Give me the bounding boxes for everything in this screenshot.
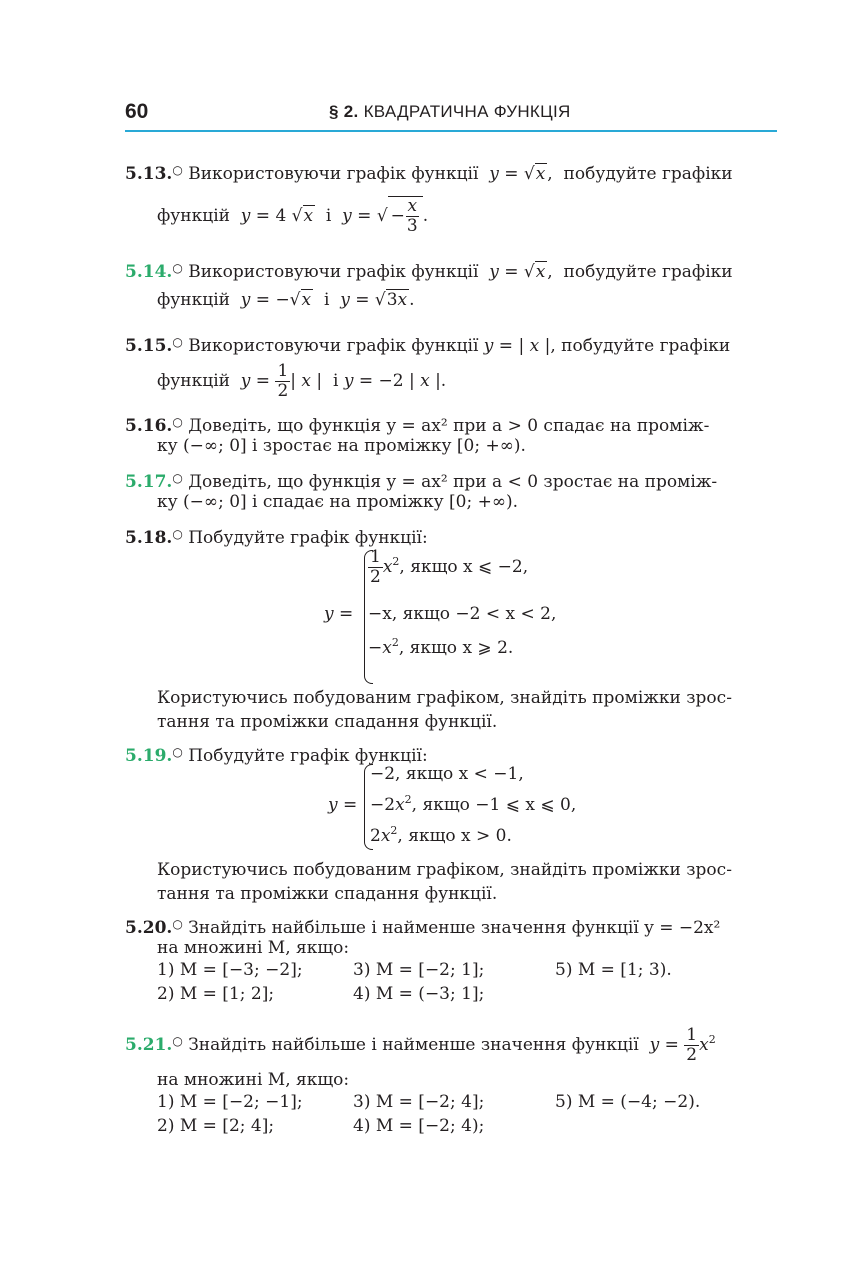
conj: і xyxy=(325,206,332,226)
option-2: 2) M = [2; 4]; xyxy=(157,1116,275,1136)
section-title xyxy=(329,102,571,122)
exercise-text: функцій xyxy=(157,290,230,310)
exercise-number: 5.17. xyxy=(125,472,173,492)
exercise-5-20: 5.20.○ Знайдіть найбільше і найменше значення функції y = −2x² xyxy=(125,917,721,938)
section-mark: § 2. xyxy=(329,102,359,121)
exercise-text: Знайдіть найбільше і найменше значення функції xyxy=(188,1035,639,1055)
exercise-text: Використовуючи графік функції xyxy=(188,164,479,184)
exercise-text: побудуйте графіки xyxy=(561,336,731,356)
case-text: −2, якщо x < −1, xyxy=(370,764,524,784)
case-text: , якщо x ⩽ −2, xyxy=(399,557,529,577)
section-name: КВАДРАТИЧНА ФУНКЦІЯ xyxy=(363,102,571,121)
exercise-5-13: 5.13.○ Використовуючи графік функції y = √x , побудуйте графіки xyxy=(125,163,733,184)
option-3: 3) M = [−2; 1]; xyxy=(353,960,485,980)
option-1: 1) M = [−3; −2]; xyxy=(157,960,303,980)
conj: і xyxy=(332,371,339,391)
exercise-5-18-after2: тання та проміжки спадання функції. xyxy=(157,712,498,732)
exercise-text: Побудуйте графік функції: xyxy=(188,528,428,548)
case-text: −x, якщо −2 < x < 2, xyxy=(368,604,557,624)
exercise-5-18-after1: Користуючись побудованим графіком, знайдіть проміжки зрос- xyxy=(157,688,732,708)
exercise-number: 5.15. xyxy=(125,336,173,356)
exercise-number: 5.18. xyxy=(125,528,173,548)
exercise-5-21: 5.21.○ Знайдіть найбільше і найменше значення функції y = $\frac{1}{2}$ $x^2$ xyxy=(125,1025,716,1065)
conj: і xyxy=(323,290,330,310)
exercise-5-17: 5.17.○ Доведіть, що функція y = ax² при a < 0 зростає на проміж- xyxy=(125,471,718,492)
exercise-5-19: 5.19.○ Побудуйте графік функції: xyxy=(125,745,428,766)
exercise-5-16-line2: ку (−∞; 0] і зростає на проміжку [0; +∞). xyxy=(157,436,526,456)
exercise-5-17-line2: ку (−∞; 0] і спадає на проміжку [0; +∞). xyxy=(157,492,519,512)
exercise-text: побудуйте графіки xyxy=(563,164,733,184)
case-text: , якщо −1 ⩽ x ⩽ 0, xyxy=(411,795,577,815)
page-header xyxy=(125,98,777,132)
option-5: 5) M = [1; 3). xyxy=(555,960,672,980)
page-number: 60 xyxy=(125,100,149,123)
exercise-text: побудуйте графіки xyxy=(563,262,733,282)
exercise-5-14: 5.14.○ Використовуючи графік функції y = √x , побудуйте графіки xyxy=(125,261,733,282)
option-2: 2) M = [1; 2]; xyxy=(157,984,275,1004)
case-text: , якщо x ⩾ 2. xyxy=(398,638,514,658)
exercise-number: 5.20. xyxy=(125,918,173,938)
option-5: 5) M = (−4; −2). xyxy=(555,1092,701,1112)
exercise-text: функцій xyxy=(157,371,230,391)
exercise-text: Доведіть, що функція y = ax² при a < 0 зростає на проміж- xyxy=(188,472,718,492)
piecewise-system-5-18: y = $\frac{1}{2}$ $x^2$, якщо x ⩽ −2, −x, якщо −2 < x < 2, $-x^2$, якщо x ⩾ 2. xyxy=(324,548,604,688)
exercise-5-14-line2: функцій y = −√x і y = √3x . xyxy=(157,290,415,310)
exercise-text: Використовуючи графік функції xyxy=(188,262,479,282)
exercise-number: 5.14. xyxy=(125,262,173,282)
exercise-text: Використовуючи графік функції xyxy=(188,336,479,356)
exercise-text: Знайдіть найбільше і найменше значення функції y = −2x² xyxy=(188,918,721,938)
exercise-5-15-line2: функцій y = $\frac{1}{2}$ | x | і y = −2 | x |. xyxy=(157,361,447,401)
exercise-text: Побудуйте графік функції: xyxy=(188,746,428,766)
exercise-5-18: 5.18.○ Побудуйте графік функції: xyxy=(125,527,428,548)
piecewise-system-5-19: y = −2, якщо x < −1, $-2x^2$, якщо −1 ⩽ x ⩽ 0, $2x^2$, якщо x > 0. xyxy=(328,762,608,852)
exercise-5-21-line2: на множині M, якщо: xyxy=(157,1070,350,1090)
exercise-5-15: 5.15.○ Використовуючи графік функції y = | x |, побудуйте графіки xyxy=(125,335,731,356)
exercise-5-19-after2: тання та проміжки спадання функції. xyxy=(157,884,498,904)
option-3: 3) M = [−2; 4]; xyxy=(353,1092,485,1112)
exercise-5-20-line2: на множині M, якщо: xyxy=(157,938,350,958)
exercise-text: Доведіть, що функція y = ax² при a > 0 спадає на проміж- xyxy=(188,416,710,436)
exercise-text: функцій xyxy=(157,206,230,226)
exercise-number: 5.19. xyxy=(125,746,173,766)
exercise-5-19-after1: Користуючись побудованим графіком, знайдіть проміжки зрос- xyxy=(157,860,732,880)
exercise-5-13-line2: функцій y = 4 √x і y = √ − $\frac{x}{3}$ . xyxy=(157,196,429,236)
option-1: 1) M = [−2; −1]; xyxy=(157,1092,303,1112)
exercise-number: 5.16. xyxy=(125,416,173,436)
exercise-number: 5.21. xyxy=(125,1035,173,1055)
option-4: 4) M = [−2; 4); xyxy=(353,1116,485,1136)
option-4: 4) M = (−3; 1]; xyxy=(353,984,485,1004)
case-text: , якщо x > 0. xyxy=(397,826,512,846)
exercise-5-16: 5.16.○ Доведіть, що функція y = ax² при a > 0 спадає на проміж- xyxy=(125,415,710,436)
exercise-number: 5.13. xyxy=(125,164,173,184)
